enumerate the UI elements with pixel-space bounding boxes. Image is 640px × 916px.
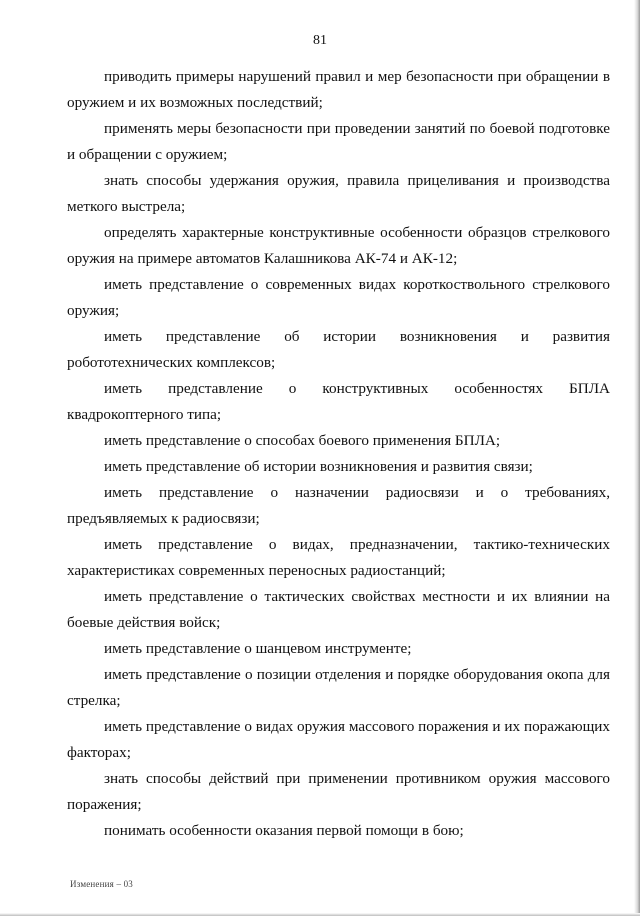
paragraph: иметь представление о видах оружия массового поражения и их поражающих факторах; (67, 718, 610, 761)
paragraph: понимать особенности оказания первой помощи в бою; (104, 822, 464, 839)
paragraph: приводить примеры нарушений правил и мер безопасности при обращении в оружием и их возможных последствий; (67, 68, 610, 111)
paragraph: иметь представление о шанцевом инструменте; (104, 640, 412, 657)
paragraph: иметь представление о видах, предназначении, тактико-технических характеристиках современных переносных радиостанций; (67, 536, 610, 579)
paragraph: иметь представление о назначении радиосвязи и о требованиях, предъявляемых к радиосвязи; (67, 484, 610, 527)
paragraph: иметь представление о позиции отделения и порядке оборудования окопа для стрелка; (67, 666, 610, 709)
paragraph: иметь представление о тактических свойствах местности и их влиянии на боевые действия войск; (67, 588, 610, 631)
page-number: 81 (313, 33, 327, 48)
paragraph: иметь представление об истории возникновения и развития робототехнических комплексов; (67, 328, 610, 371)
paragraph: иметь представление о современных видах короткоствольного стрелкового оружия; (67, 276, 610, 319)
paragraph: применять меры безопасности при проведении занятий по боевой подготовке и обращении с оружием; (67, 120, 610, 163)
paragraph: знать способы действий при применении противником оружия массового поражения; (67, 770, 610, 813)
paragraph: иметь представление об истории возникновения и развития связи; (104, 458, 533, 475)
page-content (67, 64, 610, 844)
paragraph: иметь представление о конструктивных особенностях БПЛА квадрокоптерного типа; (67, 380, 610, 423)
paragraph: иметь представление о способах боевого применения БПЛА; (104, 432, 501, 449)
footer-revision-note: Изменения – 03 (70, 879, 134, 889)
paragraph: определять характерные конструктивные особенности образцов стрелкового оружия на примере автоматов Калашникова АК-74 и АК-12; (67, 224, 610, 267)
paragraph: знать способы удержания оружия, правила прицеливания и производства меткого выстрела; (67, 172, 610, 215)
scan-edge-shadow (634, 0, 640, 916)
